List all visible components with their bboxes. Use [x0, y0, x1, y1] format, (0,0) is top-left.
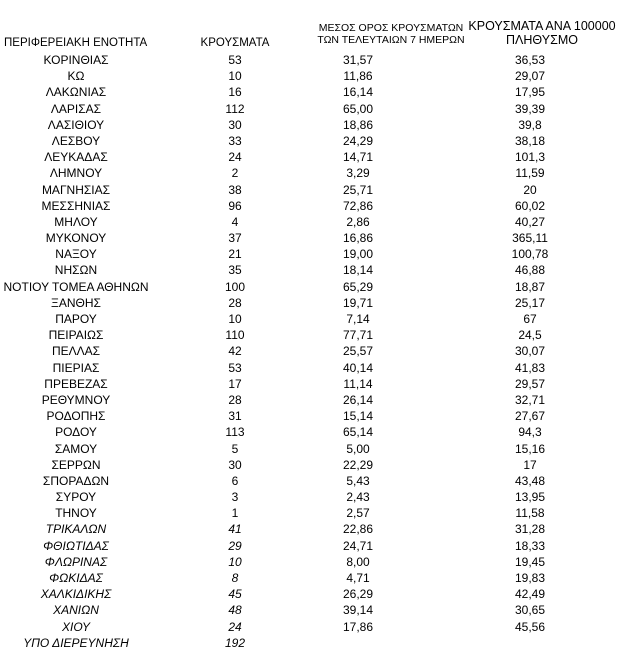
per100k-cell: 60,02	[514, 198, 546, 213]
cases-cell: 41	[228, 522, 242, 537]
cases-cell: 33	[228, 133, 242, 148]
per100k-cell: 24,5	[518, 328, 542, 343]
avg7-cell: 24,71	[342, 538, 374, 553]
avg7-cell: 26,14	[342, 392, 374, 407]
cases-cell: 192	[224, 635, 246, 650]
avg7-cell: 19,00	[342, 247, 374, 262]
region-cell: ΠΕΛΛΑΣ	[51, 344, 101, 359]
region-cell: ΜΥΚΟΝΟΥ	[45, 231, 107, 246]
table-row	[0, 133, 625, 149]
cases-cell: 6	[231, 473, 239, 488]
region-cell: ΧΑΛΚΙΔΙΚΗΣ	[40, 587, 112, 602]
table-row	[0, 376, 625, 392]
table-row	[0, 343, 625, 359]
cases-cell: 45	[228, 587, 242, 602]
header-region: ΠΕΡΙΦΕΡΕΙΑΚΗ ΕΝΟΤΗΤΑ	[4, 37, 148, 49]
cases-cell: 28	[228, 392, 242, 407]
table-row	[0, 619, 625, 635]
cases-cell: 24	[228, 619, 242, 634]
per100k-cell: 42,49	[514, 587, 546, 602]
per100k-cell: 29,57	[514, 376, 546, 391]
table-row	[0, 521, 625, 537]
region-cell: ΦΩΚΙΔΑΣ	[49, 571, 103, 585]
avg7-cell: 19,71	[342, 295, 374, 310]
table-row	[0, 295, 625, 311]
region-cell: ΤΗΝΟΥ	[55, 506, 97, 521]
region-cell: ΚΟΡΙΝΘΙΑΣ	[43, 53, 109, 67]
region-cell: ΠΡΕΒΕΖΑΣ	[44, 376, 108, 391]
avg7-cell: 16,14	[342, 85, 374, 100]
region-cell: ΝΑΞΟΥ	[55, 247, 97, 262]
table-row	[0, 554, 625, 570]
per100k-cell: 46,88	[514, 263, 546, 278]
avg7-cell: 31,57	[342, 53, 374, 67]
per100k-cell: 17	[523, 457, 537, 472]
region-cell: ΠΙΕΡΙΑΣ	[52, 360, 100, 375]
region-cell: ΠΑΡΟΥ	[55, 312, 97, 326]
table-row	[0, 165, 625, 181]
avg7-cell: 17,86	[342, 619, 374, 634]
per100k-cell: 30,07	[514, 344, 546, 359]
cases-cell: 17	[228, 376, 242, 391]
per100k-cell: 36,53	[514, 53, 546, 67]
header-avg7-line2: ΤΩΝ ΤΕΛΕΥΤΑΙΩΝ 7 ΗΜΕΡΩΝ	[317, 34, 465, 46]
region-cell: ΝΗΣΩΝ	[54, 263, 98, 278]
per100k-cell: 39,8	[518, 117, 542, 132]
cases-cell: 96	[228, 198, 242, 213]
table-row	[0, 635, 625, 651]
per100k-cell: 19,45	[514, 554, 546, 569]
cases-cell: 53	[228, 360, 242, 375]
per100k-cell: 19,83	[514, 571, 546, 585]
region-cell: ΡΟΔΟΥ	[55, 425, 97, 440]
per100k-cell: 18,33	[514, 538, 546, 553]
region-cell: ΣΑΜΟΥ	[54, 441, 98, 456]
avg7-cell: 22,86	[342, 522, 374, 537]
per100k-cell: 101,3	[514, 150, 546, 165]
avg7-cell: 26,29	[342, 587, 374, 602]
avg7-cell: 15,14	[342, 409, 374, 424]
per100k-cell: 11,59	[515, 166, 545, 181]
header-avg7	[303, 22, 479, 46]
cases-cell: 53	[228, 53, 242, 67]
per100k-cell: 30,65	[514, 603, 546, 618]
per100k-cell: 43,48	[514, 473, 546, 488]
per100k-cell: 15,16	[514, 441, 546, 456]
per100k-cell: 17,95	[514, 85, 546, 100]
region-cell: ΣΕΡΡΩΝ	[51, 457, 101, 472]
table-row	[0, 230, 625, 246]
table-row	[0, 538, 625, 554]
cases-cell: 29	[228, 538, 242, 553]
region-cell: ΣΥΡΟΥ	[55, 490, 97, 505]
avg7-cell: 14,71	[342, 150, 374, 165]
per100k-cell: 40,27	[514, 214, 546, 229]
cases-cell: 112	[225, 101, 245, 116]
table-row	[0, 101, 625, 117]
per100k-cell: 13,95	[514, 490, 546, 505]
avg7-cell: 77,71	[342, 328, 374, 343]
cases-cell: 1	[231, 506, 239, 521]
avg7-cell: 2,57	[346, 506, 370, 521]
avg7-cell: 5,00	[346, 441, 370, 456]
cases-cell: 2	[231, 166, 239, 181]
cases-cell: 16	[228, 85, 242, 100]
per100k-cell: 11,58	[515, 506, 545, 521]
avg7-cell: 11,14	[343, 376, 373, 391]
cases-cell: 21	[228, 247, 242, 262]
cases-cell: 10	[228, 69, 242, 84]
region-cell: ΜΑΓΝΗΣΙΑΣ	[41, 182, 111, 197]
table-row	[0, 182, 625, 198]
region-cell: ΦΛΩΡΙΝΑΣ	[44, 554, 108, 569]
avg7-cell: 11,86	[343, 69, 373, 84]
avg7-cell: 65,00	[342, 101, 374, 116]
per100k-cell: 38,18	[514, 133, 546, 148]
region-cell: ΦΘΙΩΤΙΔΑΣ	[43, 538, 109, 553]
cases-cell: 30	[228, 117, 242, 132]
region-cell: ΝΟΤΙΟΥ ΤΟΜΕΑ ΑΘΗΝΩΝ	[3, 279, 149, 294]
avg7-cell: 40,14	[342, 360, 374, 375]
table-row	[0, 441, 625, 457]
cases-cell: 42	[228, 344, 242, 359]
cases-cell: 24	[228, 150, 242, 165]
cases-cell: 38	[228, 182, 242, 197]
cases-cell: 8	[231, 571, 239, 585]
region-cell: ΜΕΣΣΗΝΙΑΣ	[41, 198, 111, 213]
per100k-cell: 39,39	[514, 101, 546, 116]
region-cell: ΣΠΟΡΑΔΩΝ	[42, 473, 110, 488]
table-row	[0, 149, 625, 165]
region-cell: ΛΑΚΩΝΙΑΣ	[45, 85, 107, 100]
region-cell: ΚΩ	[67, 69, 85, 84]
table-row	[0, 505, 625, 521]
avg7-cell: 4,71	[346, 571, 370, 585]
avg7-cell: 5,43	[346, 473, 370, 488]
table-row	[0, 84, 625, 100]
table-row	[0, 360, 625, 376]
table-row	[0, 602, 625, 618]
table-row	[0, 586, 625, 602]
table-row	[0, 473, 625, 489]
region-cell: ΡΟΔΟΠΗΣ	[46, 409, 106, 424]
avg7-cell: 18,86	[342, 117, 374, 132]
cases-cell: 110	[225, 328, 245, 343]
table-row	[0, 392, 625, 408]
per100k-cell: 29,07	[514, 69, 546, 84]
table-row	[0, 311, 625, 327]
per100k-cell: 94,3	[518, 425, 542, 440]
per100k-cell: 41,83	[514, 360, 546, 375]
per100k-cell: 25,17	[514, 295, 546, 310]
cases-cell: 48	[228, 603, 242, 618]
per100k-cell: 67	[523, 312, 537, 326]
cases-cell: 5	[231, 441, 239, 456]
cases-cell: 4	[231, 214, 239, 229]
per100k-cell: 365,11	[512, 231, 548, 246]
cases-cell: 30	[228, 457, 242, 472]
avg7-cell: 2,86	[346, 214, 370, 229]
region-cell: ΛΕΥΚΑΔΑΣ	[44, 150, 108, 165]
table-row	[0, 570, 625, 586]
header-cases: ΚΡΟΥΣΜΑΤΑ	[200, 37, 270, 49]
region-cell: ΞΑΝΘΗΣ	[51, 295, 101, 310]
table-row	[0, 424, 625, 440]
table-row	[0, 262, 625, 278]
avg7-cell: 24,29	[342, 133, 374, 148]
table-row	[0, 327, 625, 343]
header-per100k-line2: ΠΛΗΘΥΣΜΟ	[506, 33, 578, 47]
table-row	[0, 52, 625, 68]
region-cell: ΠΕΙΡΑΙΩΣ	[48, 328, 104, 343]
table-row	[0, 457, 625, 473]
avg7-cell: 25,71	[342, 182, 374, 197]
table-body	[0, 52, 625, 651]
table-header	[0, 0, 625, 52]
cases-cell: 35	[228, 263, 242, 278]
region-cell: ΛΕΣΒΟΥ	[51, 133, 101, 148]
region-cell: ΛΑΡΙΣΑΣ	[50, 101, 102, 116]
header-per100k-line1: ΚΡΟΥΣΜΑΤΑ ΑΝΑ 100000	[468, 19, 616, 33]
region-cell: ΜΗΛΟΥ	[54, 214, 98, 229]
region-cell: ΡΕΘΥΜΝΟΥ	[41, 392, 111, 407]
table-row	[0, 117, 625, 133]
region-cell: ΧΑΝΙΩΝ	[53, 603, 99, 618]
avg7-cell: 65,29	[342, 279, 374, 294]
cases-cell: 3	[231, 490, 239, 505]
cases-cell: 10	[228, 554, 242, 569]
per100k-cell: 100,78	[511, 247, 549, 262]
region-cell: ΤΡΙΚΑΛΩΝ	[45, 522, 107, 537]
avg7-cell: 7,14	[346, 312, 370, 326]
cases-cell: 113	[225, 425, 245, 440]
avg7-cell: 8,00	[346, 554, 370, 569]
avg7-cell: 16,86	[342, 231, 374, 246]
region-cell: ΥΠΟ ΔΙΕΡΕΥΝΗΣΗ	[23, 635, 129, 650]
per100k-cell: 20	[523, 182, 537, 197]
region-cell: ΛΑΣΙΘΙΟΥ	[47, 117, 105, 132]
per100k-cell: 32,71	[514, 392, 546, 407]
cases-cell: 31	[228, 409, 242, 424]
avg7-cell: 22,29	[342, 457, 374, 472]
per100k-cell: 45,56	[514, 619, 546, 634]
per100k-cell: 18,87	[514, 279, 546, 294]
cases-cell: 100	[224, 279, 246, 294]
header-per100k	[454, 19, 625, 47]
avg7-cell: 25,57	[342, 344, 374, 359]
header-avg7-line1: ΜΕΣΟΣ ΟΡΟΣ ΚΡΟΥΣΜΑΤΩΝ	[318, 22, 464, 34]
table-row	[0, 214, 625, 230]
table-row	[0, 408, 625, 424]
table-row	[0, 198, 625, 214]
table-row	[0, 489, 625, 505]
region-cell: ΧΙΟΥ	[61, 619, 91, 634]
avg7-cell: 39,14	[342, 603, 374, 618]
table-row	[0, 68, 625, 84]
cases-cell: 28	[228, 295, 242, 310]
region-cell: ΛΗΜΝΟΥ	[49, 166, 103, 181]
avg7-cell: 2,43	[346, 490, 370, 505]
per100k-cell: 27,67	[514, 409, 546, 424]
per100k-cell: 31,28	[514, 522, 546, 537]
avg7-cell: 65,14	[342, 425, 374, 440]
table-row	[0, 279, 625, 295]
avg7-cell: 72,86	[342, 198, 374, 213]
cases-cell: 10	[228, 312, 242, 326]
avg7-cell: 3,29	[346, 166, 370, 181]
avg7-cell: 18,14	[342, 263, 374, 278]
table-row	[0, 246, 625, 262]
cases-cell: 37	[228, 231, 242, 246]
